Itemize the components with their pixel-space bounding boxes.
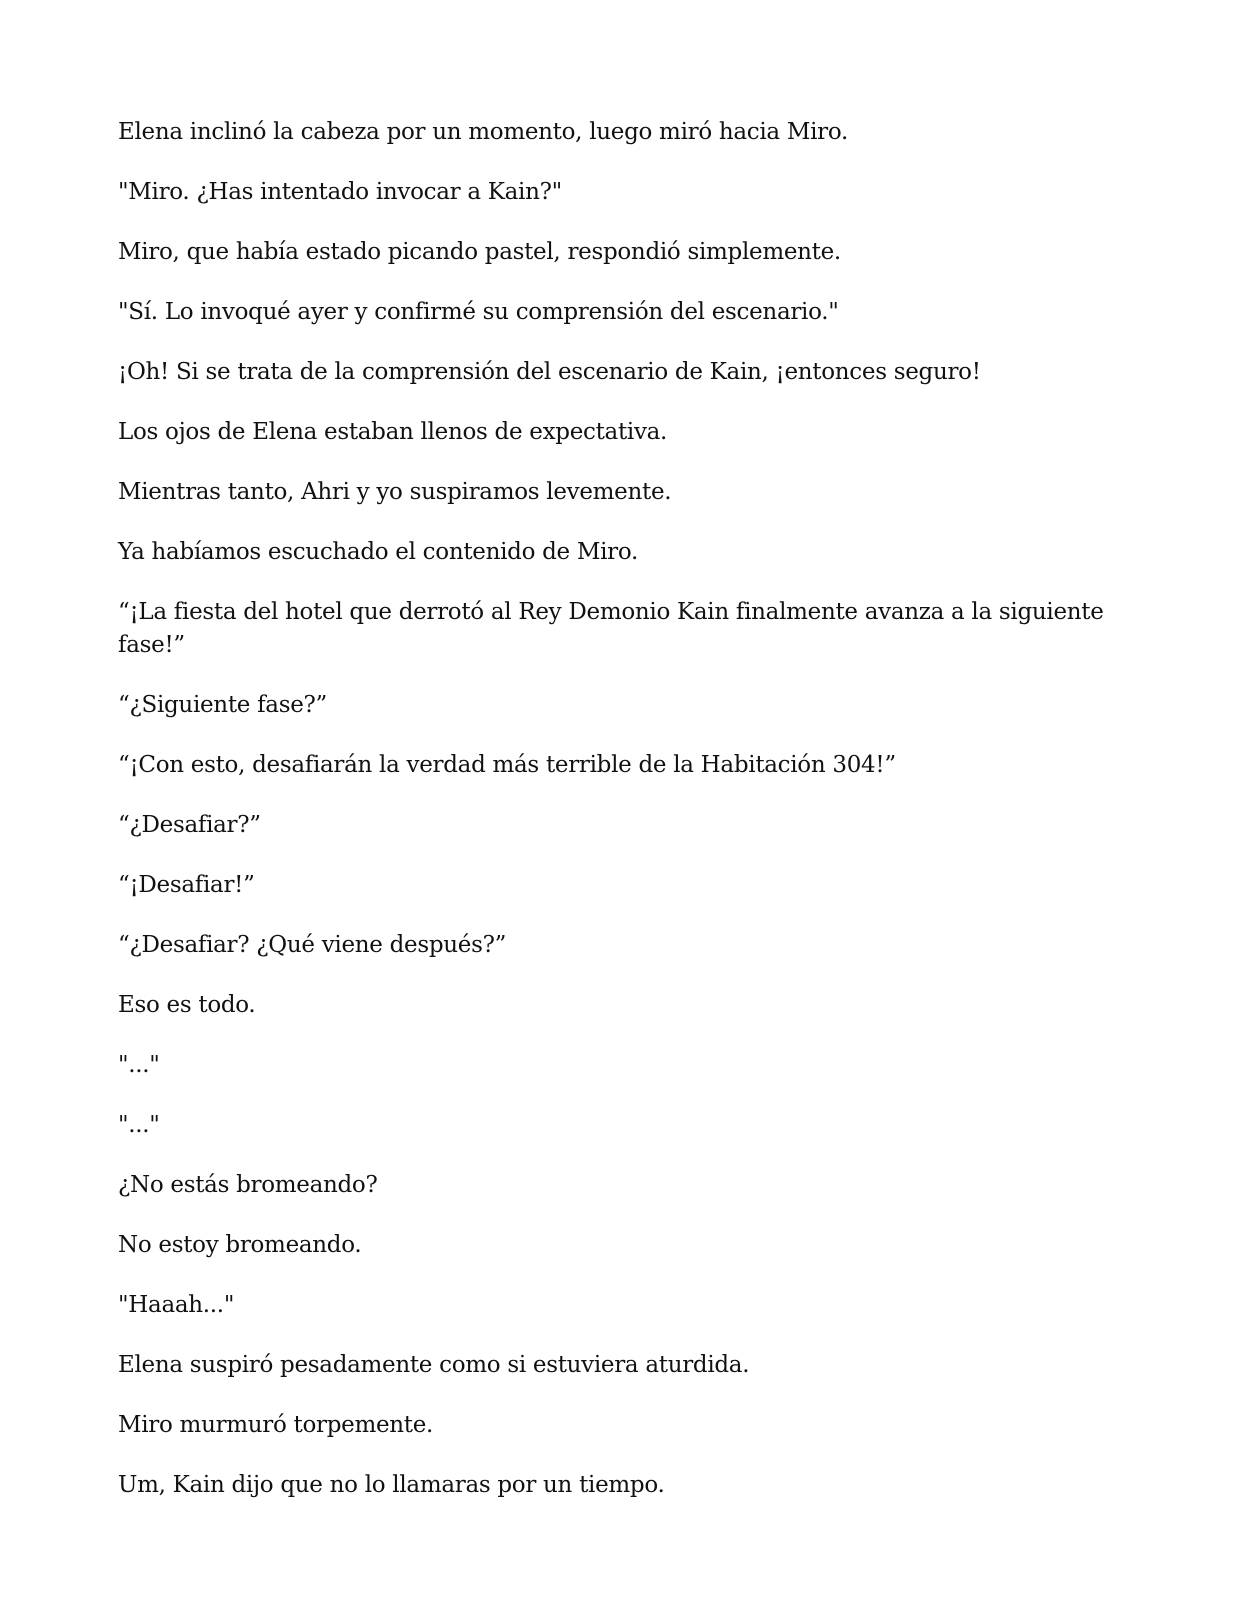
paragraph: "..."	[118, 1052, 160, 1078]
paragraph: Eso es todo.	[118, 992, 256, 1018]
paragraph: “¡La fiesta del hotel que derrotó al Rey Demonio Kain finalmente avanza a la siguiente fase!”	[118, 599, 1104, 658]
paragraph: “¡Desafiar!”	[118, 872, 255, 898]
paragraph: ¿No estás bromeando?	[118, 1172, 378, 1198]
paragraph: Um, Kain dijo que no lo llamaras por un tiempo.	[118, 1472, 665, 1498]
paragraph: Mientras tanto, Ahri y yo suspiramos levemente.	[118, 479, 672, 505]
paragraph: “¿Desafiar?”	[118, 812, 261, 838]
paragraph: "..."	[118, 1112, 160, 1138]
document-body	[118, 116, 1128, 1529]
paragraph: Elena inclinó la cabeza por un momento, luego miró hacia Miro.	[118, 119, 849, 145]
paragraph: No estoy bromeando.	[118, 1232, 362, 1258]
paragraph: “¡Con esto, desafiarán la verdad más terrible de la Habitación 304!”	[118, 752, 896, 778]
paragraph: Los ojos de Elena estaban llenos de expectativa.	[118, 419, 668, 445]
paragraph: “¿Desafiar? ¿Qué viene después?”	[118, 932, 507, 958]
paragraph: “¿Siguiente fase?”	[118, 692, 328, 718]
paragraph: "Haaah..."	[118, 1292, 235, 1318]
paragraph: Miro murmuró torpemente.	[118, 1412, 434, 1438]
paragraph: Ya habíamos escuchado el contenido de Miro.	[118, 539, 639, 565]
paragraph: Miro, que había estado picando pastel, respondió simplemente.	[118, 239, 841, 265]
paragraph: ¡Oh! Si se trata de la comprensión del escenario de Kain, ¡entonces seguro!	[118, 359, 981, 385]
paragraph: "Sí. Lo invoqué ayer y confirmé su comprensión del escenario."	[118, 299, 839, 325]
paragraph: "Miro. ¿Has intentado invocar a Kain?"	[118, 179, 562, 205]
paragraph: Elena suspiró pesadamente como si estuviera aturdida.	[118, 1352, 750, 1378]
